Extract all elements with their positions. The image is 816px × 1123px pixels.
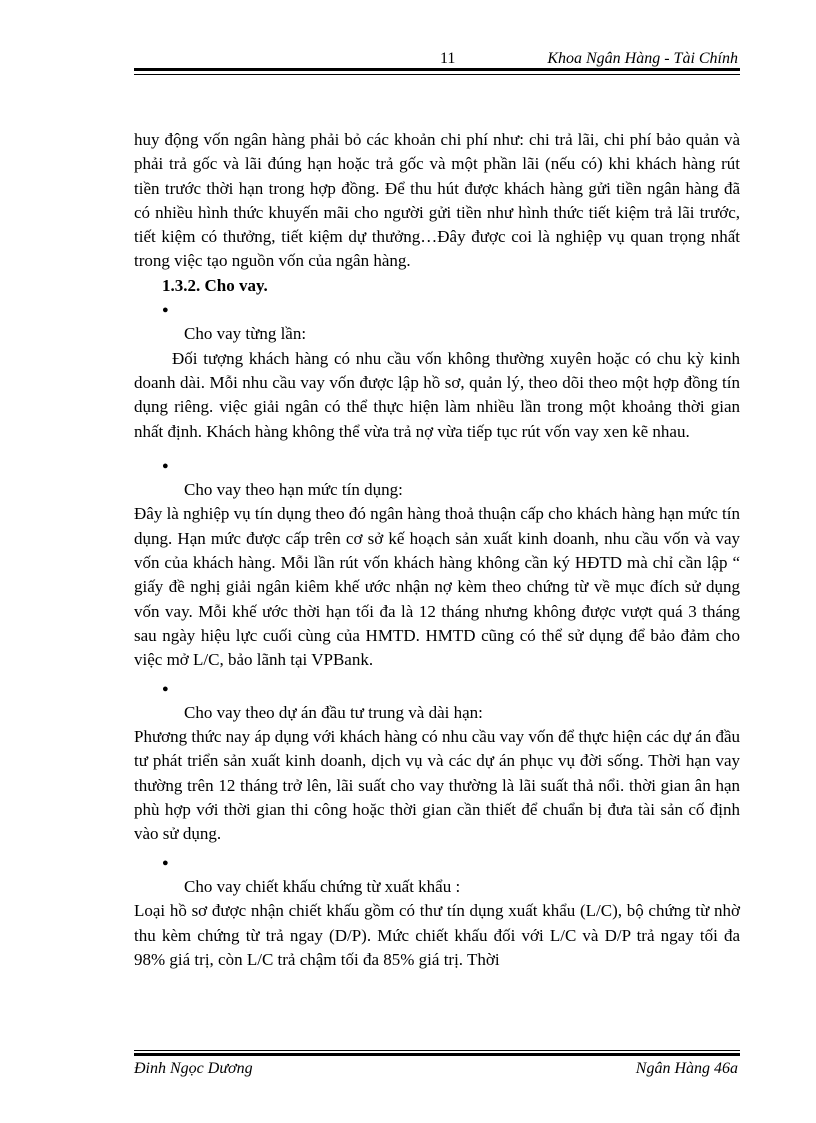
header-department: Khoa Ngân Hàng - Tài Chính	[547, 50, 738, 67]
section-heading: 1.3.2. Cho vay.	[162, 275, 268, 295]
header-rule-thick	[134, 68, 740, 71]
page-body	[134, 128, 740, 972]
page-footer	[134, 1060, 740, 1080]
page-header	[134, 48, 740, 68]
item-label-1: Cho vay từng lần:	[184, 324, 307, 344]
item-paragraph-2: Đây là nghiệp vụ tín dụng theo đó ngân hàng thoả thuận cấp cho khách hàng hạn mức tín dụng. Hạn mức được cấp trên cơ sở kế hoạch sản xuất kinh doanh, nhu cầu vốn và vay vốn của khách hàng. Mỗi lần rút vốn khách hàng không cần ký HĐTD mà chỉ cần lập “ giấy đề nghị giải ngân kiêm khế ước nhận nợ kèm theo chứng từ về mục đích sử dụng vốn vay. Mỗi khế ước thời hạn tối đa là 12 tháng nhưng không được vượt quá 3 tháng sau ngày hiệu lực cuối cùng của HMTD. HMTD cũng có thể sử dụng để bảo đảm cho việc mở L/C, bảo lãnh tại VPBank.	[134, 504, 740, 670]
header-rule-thin	[134, 74, 740, 75]
page-number: 11	[440, 50, 456, 67]
bullet-icon: ●	[162, 459, 169, 472]
footer-author: Đinh Ngọc Dương	[134, 1060, 253, 1077]
footer-rule-thin	[134, 1050, 740, 1051]
item-label-3: Cho vay theo dự án đầu tư trung và dài hạn:	[184, 702, 483, 722]
bullet-icon: ●	[162, 856, 169, 869]
footer-rule-thick	[134, 1053, 740, 1056]
item-label-4: Cho vay chiết khấu chứng từ xuất khẩu :	[184, 876, 461, 896]
item-paragraph-1: Đối tượng khách hàng có nhu cầu vốn không thường xuyên hoặc có chu kỳ kinh doanh dài. Mỗi nhu cầu vay vốn được lập hồ sơ, quản lý, theo dõi theo một hợp đồng tín dụng riêng. việc giải ngân có thể thực hiện làm nhiều lần trong một khoảng thời gian nhất định. Khách hàng không thể vừa trả nợ vừa tiếp tục rút vốn vay xen kẽ nhau.	[134, 348, 740, 441]
footer-class: Ngân Hàng 46a	[635, 1060, 738, 1077]
item-paragraph-3: Phương thức nay áp dụng với khách hàng có nhu cầu vay vốn để thực hiện các dự án đầu tư phát triển sản xuất kinh doanh, dịch vụ và các dự án phục vụ đời sống. Thời hạn vay thường trên 12 tháng trở lên, lãi suất cho vay thường là lãi suất thả nổi. thời gian ân hạn phù hợp với thời gian thi công hoặc thời gian cần thiết để chuẩn bị đưa tài sản cố định vào sử dụng.	[134, 727, 740, 844]
item-label-2: Cho vay theo hạn mức tín dụng:	[184, 480, 403, 500]
bullet-icon: ●	[162, 304, 169, 317]
intro-paragraph: huy động vốn ngân hàng phải bỏ các khoản chi phí như: chi trả lãi, chi phí bảo quản và phải trả gốc và lãi đúng hạn hoặc trả gốc và một phần lãi (nếu có) khi khách hàng rút tiền trước thời hạn trong hợp đồng. Để thu hút được khách hàng gửi tiền ngân hàng đã có nhiều hình thức khuyến mãi cho người gửi tiền như hình thức tiết kiệm trả lãi trước, tiết kiệm có thưởng, tiết kiệm dự thưởng…Đây được coi là nghiệp vụ quan trọng nhất trong việc tạo nguồn vốn của ngân hàng.	[134, 130, 740, 271]
item-paragraph-4: Loại hồ sơ được nhận chiết khấu gồm có thư tín dụng xuất khẩu (L/C), bộ chứng từ nhờ thu kèm chứng từ trả ngay (D/P). Mức chiết khấu đối với L/C và D/P trả ngay tối đa 98% giá trị, còn L/C trả chậm tối đa 85% giá trị. Thời	[134, 901, 740, 969]
bullet-icon: ●	[162, 682, 169, 695]
